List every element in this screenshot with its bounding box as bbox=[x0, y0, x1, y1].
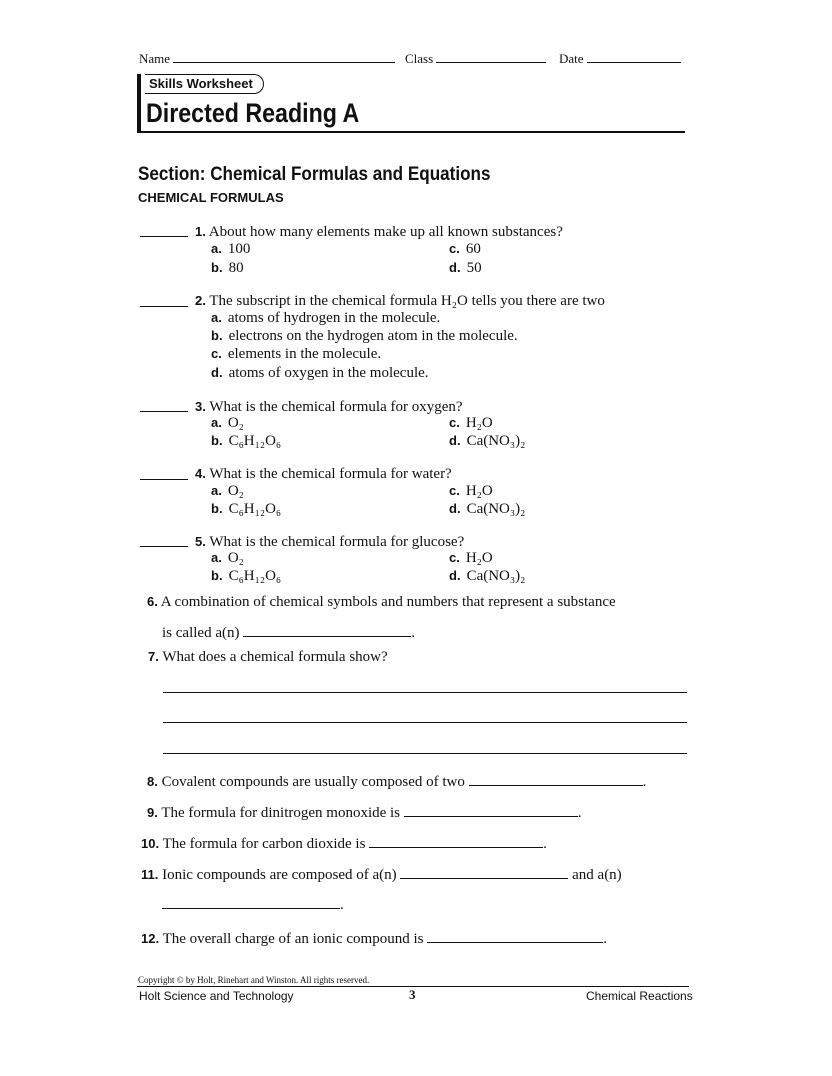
question-text: What is the chemical formula for water? bbox=[209, 466, 452, 482]
q2-option-d: d. atoms of oxygen in the molecule. bbox=[211, 365, 429, 381]
q3-option-c: c. H₂O bbox=[449, 415, 493, 431]
question-9: 9. The formula for dinitrogen monoxide is . bbox=[147, 805, 582, 821]
q4-option-a: a. O₂ bbox=[211, 483, 244, 499]
question-text: What is the chemical formula for glucose? bbox=[209, 534, 465, 550]
question-text: Covalent compounds are usually composed of two bbox=[161, 774, 465, 790]
footer-publisher: Holt Science and Technology bbox=[139, 989, 294, 1003]
question-number: 8. bbox=[147, 774, 158, 789]
q1-option-b: b. 80 bbox=[211, 260, 244, 276]
question-10: 10. The formula for carbon dioxide is . bbox=[141, 836, 547, 852]
question-12: 12. The overall charge of an ionic compound is . bbox=[141, 931, 607, 947]
answer-blank-q2[interactable] bbox=[140, 306, 188, 307]
q4-option-d: d. Ca(NO₃)₂ bbox=[449, 501, 526, 517]
class-blank[interactable] bbox=[436, 48, 546, 63]
q7-answer-line-2[interactable] bbox=[163, 722, 687, 723]
question-number: 12. bbox=[141, 931, 160, 946]
question-11-continued: . bbox=[162, 896, 344, 915]
answer-blank-q5[interactable] bbox=[140, 546, 188, 547]
page-number: 3 bbox=[409, 987, 416, 1002]
q7-answer-line-3[interactable] bbox=[163, 753, 687, 754]
question-text: What is the chemical formula for oxygen? bbox=[209, 399, 463, 415]
page-title: Directed Reading A bbox=[146, 98, 360, 128]
question-text: A combination of chemical symbols and numbers that represent a substance bbox=[160, 594, 616, 610]
question-number: 11. bbox=[141, 867, 159, 882]
question-text: is called a(n) bbox=[162, 625, 240, 641]
footer-chapter: Chemical Reactions bbox=[586, 989, 693, 1003]
question-7 bbox=[148, 647, 388, 667]
q2-option-c: c. elements in the molecule. bbox=[211, 346, 382, 362]
question-8: 8. Covalent compounds are usually composed of two . bbox=[147, 774, 647, 790]
q3-option-b: b. C₆H₁₂O₆ bbox=[211, 433, 282, 449]
question-text: Ionic compounds are composed of a(n) bbox=[162, 867, 397, 883]
q2-option-b: b. electrons on the hydrogen atom in the molecule. bbox=[211, 328, 518, 344]
question-number: 3. bbox=[195, 399, 206, 414]
question-5 bbox=[195, 532, 464, 552]
question-4 bbox=[195, 464, 452, 484]
question-number: 4. bbox=[195, 466, 206, 481]
title-rule bbox=[137, 131, 685, 133]
name-field bbox=[139, 48, 395, 67]
q6-fill-blank[interactable] bbox=[243, 624, 411, 637]
question-text: The formula for dinitrogen monoxide is bbox=[161, 805, 401, 821]
question-2 bbox=[195, 291, 605, 311]
q11-fill-blank-1[interactable] bbox=[400, 866, 568, 879]
q5-option-b: b. C₆H₁₂O₆ bbox=[211, 568, 282, 584]
question-11: 11. Ionic compounds are composed of a(n) and a(n) bbox=[141, 867, 622, 883]
q2-option-a: a. atoms of hydrogen in the molecule. bbox=[211, 310, 441, 326]
question-6 bbox=[147, 592, 616, 612]
question-number: 2. bbox=[195, 293, 206, 308]
q1-option-d: d. 50 bbox=[449, 260, 482, 276]
section-title: Section: Chemical Formulas and Equations bbox=[138, 164, 491, 185]
title-bar-accent bbox=[137, 74, 141, 132]
question-text: The formula for carbon dioxide is bbox=[162, 836, 366, 852]
q4-option-c: c. H₂O bbox=[449, 483, 493, 499]
q10-fill-blank[interactable] bbox=[369, 835, 543, 848]
name-label: Name bbox=[139, 51, 171, 66]
question-6-continued: is called a(n) . bbox=[162, 625, 415, 641]
q11-fill-blank-2[interactable] bbox=[162, 896, 340, 909]
q5-option-d: d. Ca(NO₃)₂ bbox=[449, 568, 526, 584]
class-field bbox=[405, 48, 546, 67]
q5-option-a: a. O₂ bbox=[211, 550, 244, 566]
question-number: 1. bbox=[195, 224, 206, 239]
class-label: Class bbox=[405, 51, 434, 66]
name-blank[interactable] bbox=[173, 48, 395, 63]
q8-fill-blank[interactable] bbox=[469, 773, 643, 786]
question-number: 6. bbox=[147, 594, 158, 609]
answer-blank-q1[interactable] bbox=[140, 236, 188, 237]
question-text: About how many elements make up all known substances? bbox=[208, 224, 563, 240]
q4-option-b: b. C₆H₁₂O₆ bbox=[211, 501, 282, 517]
question-number: 7. bbox=[148, 649, 159, 664]
question-number: 5. bbox=[195, 534, 206, 549]
q3-option-d: d. Ca(NO₃)₂ bbox=[449, 433, 526, 449]
skills-worksheet-badge: Skills Worksheet bbox=[145, 74, 264, 94]
question-text: What does a chemical formula show? bbox=[162, 649, 388, 665]
q12-fill-blank[interactable] bbox=[427, 930, 603, 943]
date-field bbox=[559, 48, 681, 67]
date-blank[interactable] bbox=[587, 48, 681, 63]
answer-blank-q4[interactable] bbox=[140, 479, 188, 480]
section-subtitle: CHEMICAL FORMULAS bbox=[138, 190, 284, 205]
q7-answer-line-1[interactable] bbox=[163, 692, 687, 693]
q9-fill-blank[interactable] bbox=[404, 804, 578, 817]
answer-blank-q3[interactable] bbox=[140, 411, 188, 412]
q5-option-c: c. H₂O bbox=[449, 550, 493, 566]
q3-option-a: a. O₂ bbox=[211, 415, 244, 431]
question-text: The subscript in the chemical formula H₂O tells you there are two bbox=[209, 293, 605, 309]
date-label: Date bbox=[559, 51, 584, 66]
question-text: The overall charge of an ionic compound is bbox=[162, 931, 424, 947]
q1-option-a: a. 100 bbox=[211, 241, 251, 257]
question-1 bbox=[195, 222, 563, 242]
question-number: 9. bbox=[147, 805, 158, 820]
question-3 bbox=[195, 397, 463, 417]
question-number: 10. bbox=[141, 836, 160, 851]
q1-option-c: c. 60 bbox=[449, 241, 481, 257]
copyright-notice: Copyright © by Holt, Rinehart and Winston. All rights reserved. bbox=[138, 975, 370, 985]
